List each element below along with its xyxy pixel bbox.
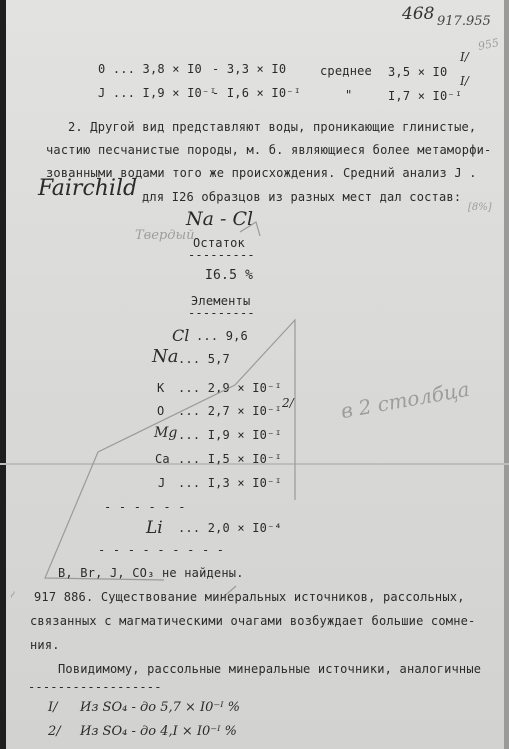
- element-value-li: ... 2,0 × I0⁻⁴: [178, 521, 282, 535]
- para2-line-3: ния.: [30, 638, 60, 652]
- residue-dashes: ---------: [188, 248, 255, 262]
- element-symbol-li: Li: [146, 518, 163, 538]
- top-line-2-note: I/: [460, 74, 469, 88]
- element-symbol-cl: Cl: [172, 326, 190, 345]
- footnote-mark-2: 2/: [282, 396, 294, 410]
- pencil-note-left: Твердый: [135, 228, 195, 243]
- element-symbol-j: J: [158, 476, 166, 490]
- residue-label: Остаток: [193, 236, 245, 250]
- dash-row-2: - - - - - - - - -: [98, 543, 225, 557]
- top-line-1-a: 0 ... 3,8 × I0: [98, 62, 202, 76]
- footnote-1-text: Из SO₄ - до 5,7 × I0⁻ᴵ %: [80, 700, 241, 715]
- salt-formula: Na - Cl: [186, 208, 254, 230]
- paragraph-line-2: частию песчанистые породы, м. б. являющиеся более метаморфи-: [46, 143, 492, 157]
- element-value-o: ... 2,7 × I0⁻ᴵ: [178, 404, 282, 418]
- paragraph-line-4: для I26 образцов из разных мест дал состав:: [142, 190, 462, 204]
- margin-number: 955: [476, 35, 501, 54]
- pencil-bracket-note: [8%]: [468, 202, 492, 213]
- not-found-line: B, Br, J, CO₃ не найдены.: [58, 566, 244, 580]
- element-value-mg: ... I,9 × I0⁻ᴵ: [178, 428, 282, 442]
- top-line-1-note: I/: [460, 50, 469, 64]
- footnote-1-num: I/: [48, 700, 58, 715]
- top-line-2-a: J ... I,9 × I0⁻ᴵ: [98, 86, 217, 100]
- element-symbol-ca: Ca: [155, 452, 170, 466]
- top-line-1-b: - 3,3 × I0: [212, 62, 287, 76]
- element-symbol-o: O: [157, 404, 165, 418]
- element-value-cl: ... 9,6: [196, 329, 248, 343]
- footnote-2-num: 2/: [48, 724, 61, 739]
- top-line-2-c: I,7 × I0⁻ᴵ: [388, 89, 463, 103]
- pencil-margin-scribble: ~: [4, 587, 21, 602]
- fairchild-name: Fairchild: [38, 176, 138, 201]
- top-line-2-label: ": [345, 88, 353, 102]
- elements-label: Элементы: [191, 294, 251, 308]
- element-value-na: ... 5,7: [178, 352, 230, 366]
- pencil-note-right: в 2 столбца: [338, 376, 472, 424]
- top-line-1-label: среднее: [320, 64, 372, 78]
- archive-number: 917.955: [437, 14, 491, 29]
- para3-line-1: Повидимому, рассольные минеральные источники, аналогичные: [58, 662, 482, 676]
- footnote-separator: ------------------: [28, 680, 162, 694]
- top-line-1-c: 3,5 × I0: [388, 65, 448, 79]
- element-value-j: ... I,3 × I0⁻ᴵ: [178, 476, 282, 490]
- residue-value: I6.5 %: [205, 268, 254, 283]
- element-symbol-na: Na: [152, 346, 179, 367]
- elements-dashes: ---------: [188, 306, 255, 320]
- footnote-2-text: Из SO₄ - до 4,I × I0⁻ᴵ %: [80, 724, 237, 739]
- page-number: 468: [402, 4, 435, 24]
- element-symbol-mg: Mg: [154, 425, 178, 441]
- top-line-2-b: - I,6 × I0⁻ᴵ: [212, 86, 302, 100]
- paragraph-line-1: 2. Другой вид представляют воды, проникающие глинистые,: [68, 120, 477, 134]
- paragraph-line-3: зованными водами того же происхождения. Средний анализ J .: [46, 166, 477, 180]
- element-value-ca: ... I,5 × I0⁻ᴵ: [178, 452, 282, 466]
- dash-row-1: - - - - - -: [104, 500, 186, 514]
- element-value-k: ... 2,9 × I0⁻ᴵ: [178, 381, 282, 395]
- element-symbol-k: K: [157, 381, 165, 395]
- para2-line-2: связанных с магматическими очагами возбуждает большие сомне-: [30, 614, 476, 628]
- para2-line-1: 917 886. Существование минеральных источников, рассольных,: [34, 590, 465, 604]
